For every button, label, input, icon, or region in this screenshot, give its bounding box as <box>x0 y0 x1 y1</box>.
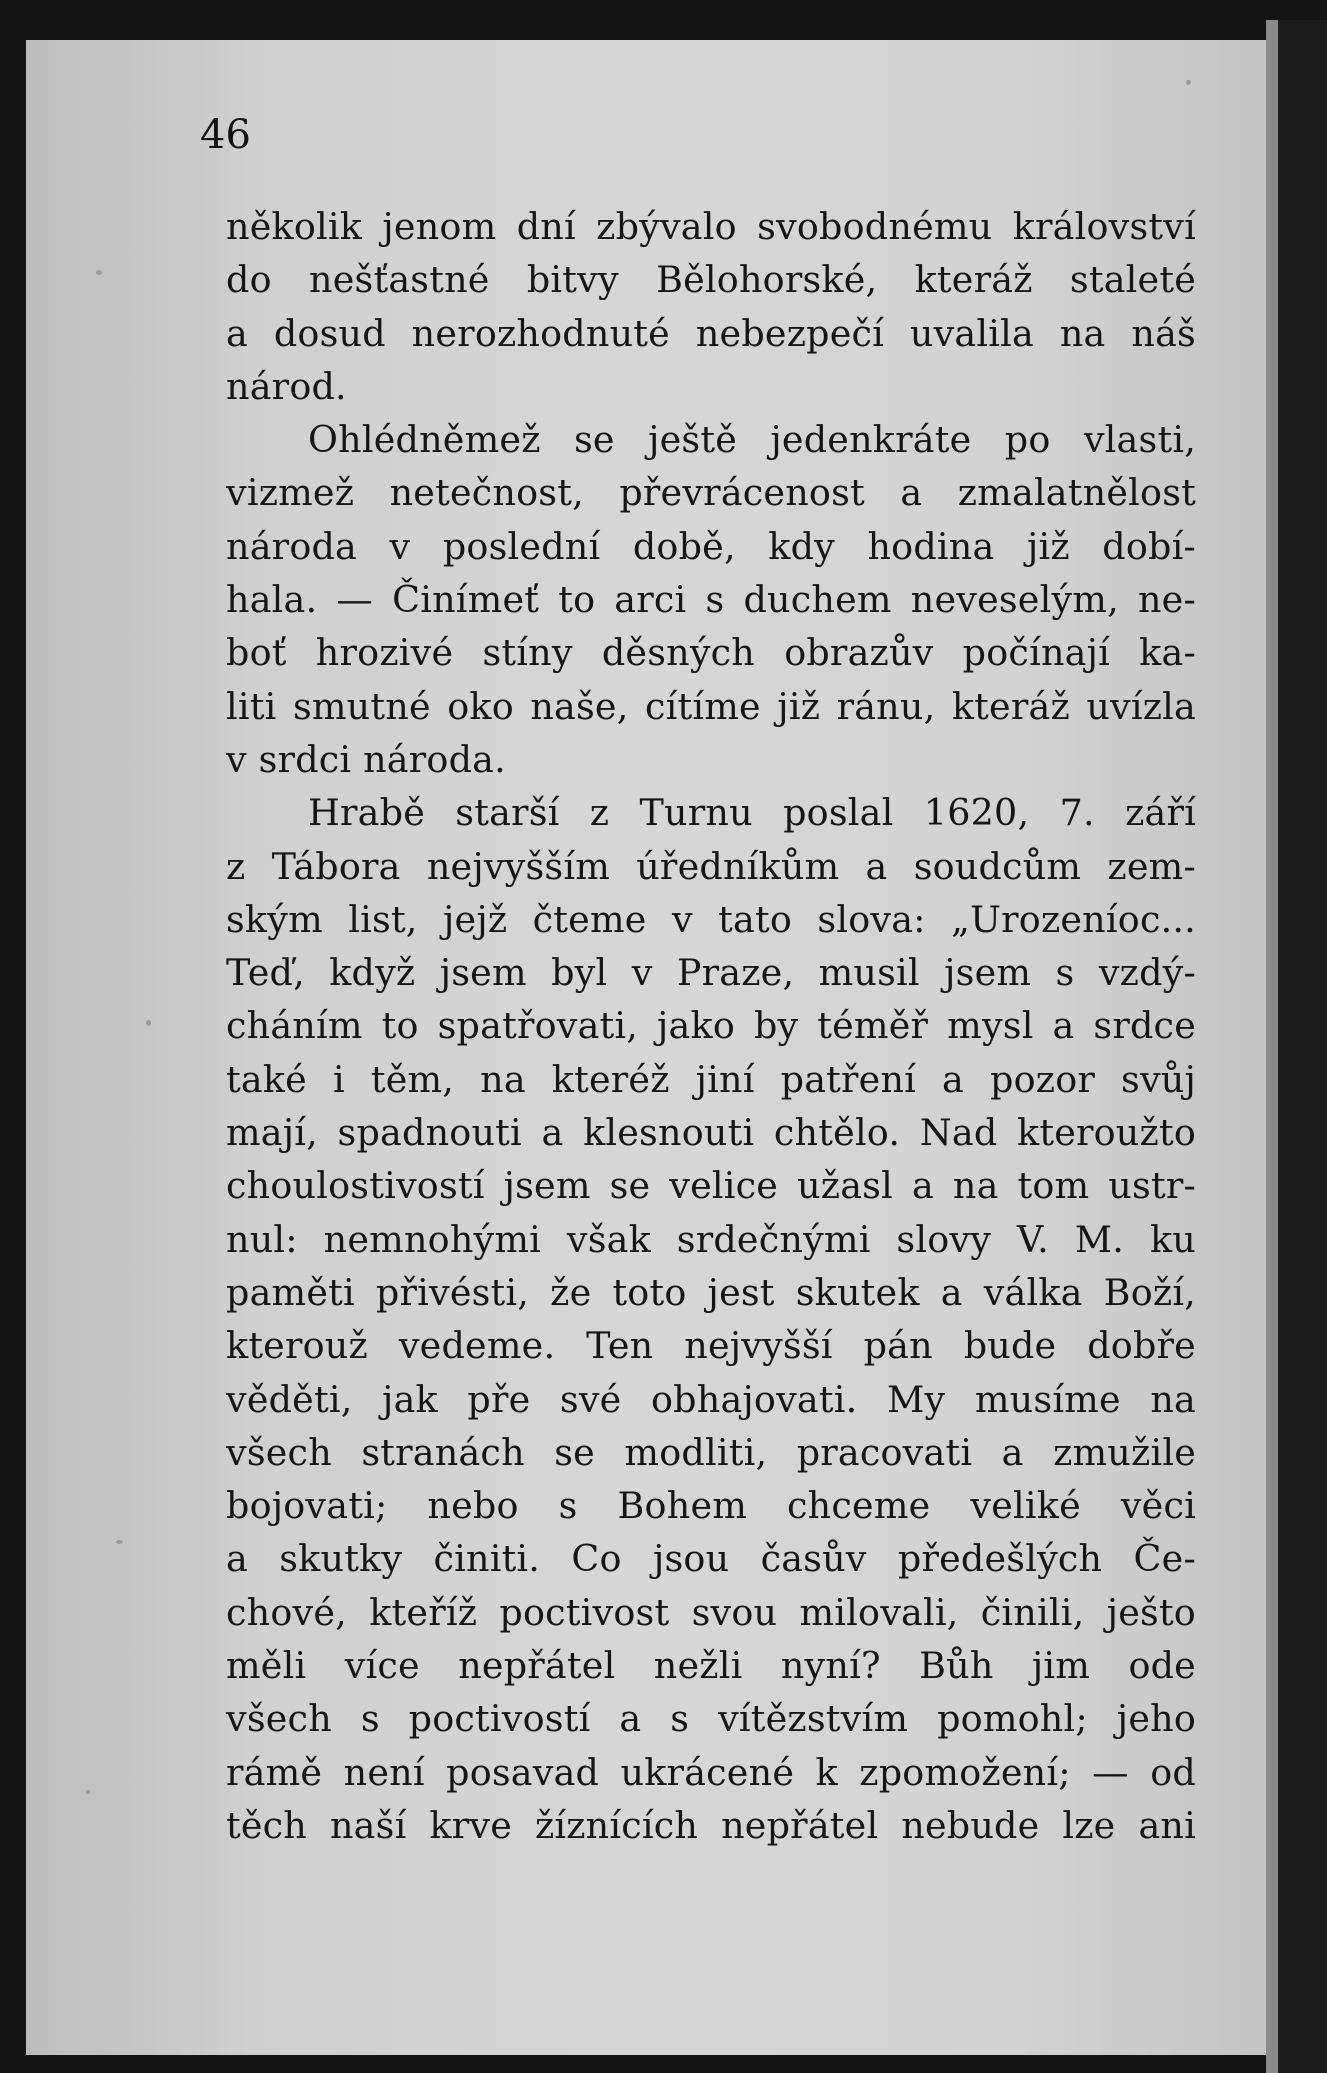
scan-border <box>1278 20 1327 2073</box>
text-line: bojovati; nebo s Bohem chceme veliké věci <box>226 1484 1196 1528</box>
text-line: paměti přivésti, že toto jest skutek a válka Boží, <box>226 1270 1196 1314</box>
text-line: v srdci národa. <box>226 737 506 781</box>
text-line: několik jenom dní zbývalo svobodnému království <box>226 205 1196 248</box>
text-line: ským list, jejž čteme v tato slova: „Urozeníoc... <box>226 897 1196 941</box>
text-line: těch naší krve žíznících nepřátel nebude lze ani <box>226 1803 1196 1847</box>
text-line: z Tábora nejvyšším úředníkům a soudcům zem- <box>226 844 1196 888</box>
text-line: mají, spadnouti a klesnouti chtělo. Nad kteroužto <box>226 1111 1196 1155</box>
text-line: Ohlédněmež se ještě jedenkráte po vlasti, <box>308 418 1196 462</box>
text-line: rámě není posavad ukrácené k zpomožení; — od <box>226 1750 1196 1794</box>
text-line: měli více nepřátel nežli nyní? Bůh jim ode <box>226 1644 1196 1688</box>
text-line: Teď, když jsem byl v Praze, musil jsem s vzdý- <box>226 951 1196 995</box>
text-line: všech stranách se modliti, pracovati a zmužile <box>226 1430 1196 1474</box>
paper-speck <box>146 1020 151 1026</box>
text-line: nul: nemnohými však srdečnými slovy V. M. ku <box>226 1217 1196 1261</box>
text-line: všech s poctivostí a s vítězstvím pomohl; jeho <box>226 1697 1196 1741</box>
text-line: a dosud nerozhodnuté nebezpečí uvalila na náš <box>226 311 1196 355</box>
text-line: chové, kteříž poctivost svou milovali, činili, ješto <box>226 1590 1196 1634</box>
text-line: a skutky činiti. Co jsou časův předešlých Če- <box>226 1537 1196 1581</box>
paper-speck <box>96 270 102 275</box>
paper-speck <box>86 1790 90 1794</box>
text-line: liti smutné oko naše, cítíme již ránu, kteráž uvízla <box>226 684 1196 728</box>
text-line: vizmež netečnost, převrácenost a zmalatnělost <box>226 471 1196 515</box>
page-number: 46 <box>200 112 251 158</box>
text-line: hala. — Činímeť to arci s duchem neveselým, ne- <box>226 578 1196 622</box>
text-line: boť hrozivé stíny děsných obrazův počínají ka- <box>226 631 1196 675</box>
text-line: choulostivostí jsem se velice užasl a na tom ustr- <box>226 1164 1196 1208</box>
text-line: věděti, jak pře své obhajovati. My musíme na <box>226 1377 1196 1421</box>
text-line: kterouž vedeme. Ten nejvyšší pán bude dobře <box>226 1324 1196 1368</box>
text-line: do nešťastné bitvy Bělohorské, kteráž staleté <box>226 258 1196 302</box>
text-line: národa v poslední době, kdy hodina již dobí- <box>226 524 1196 568</box>
paper-speck <box>116 1540 123 1544</box>
paper-speck <box>1186 80 1191 85</box>
text-line: také i těm, na kteréž jiní patření a pozor svůj <box>226 1057 1196 1101</box>
text-line: cháním to spatřovati, jako by téměř mysl a srdce <box>226 1004 1196 1048</box>
text-line: národ. <box>226 364 347 408</box>
page-edge <box>1266 20 1278 2073</box>
text-line: Hrabě starší z Turnu poslal 1620, 7. září <box>308 791 1196 835</box>
body-text <box>226 200 1196 1852</box>
